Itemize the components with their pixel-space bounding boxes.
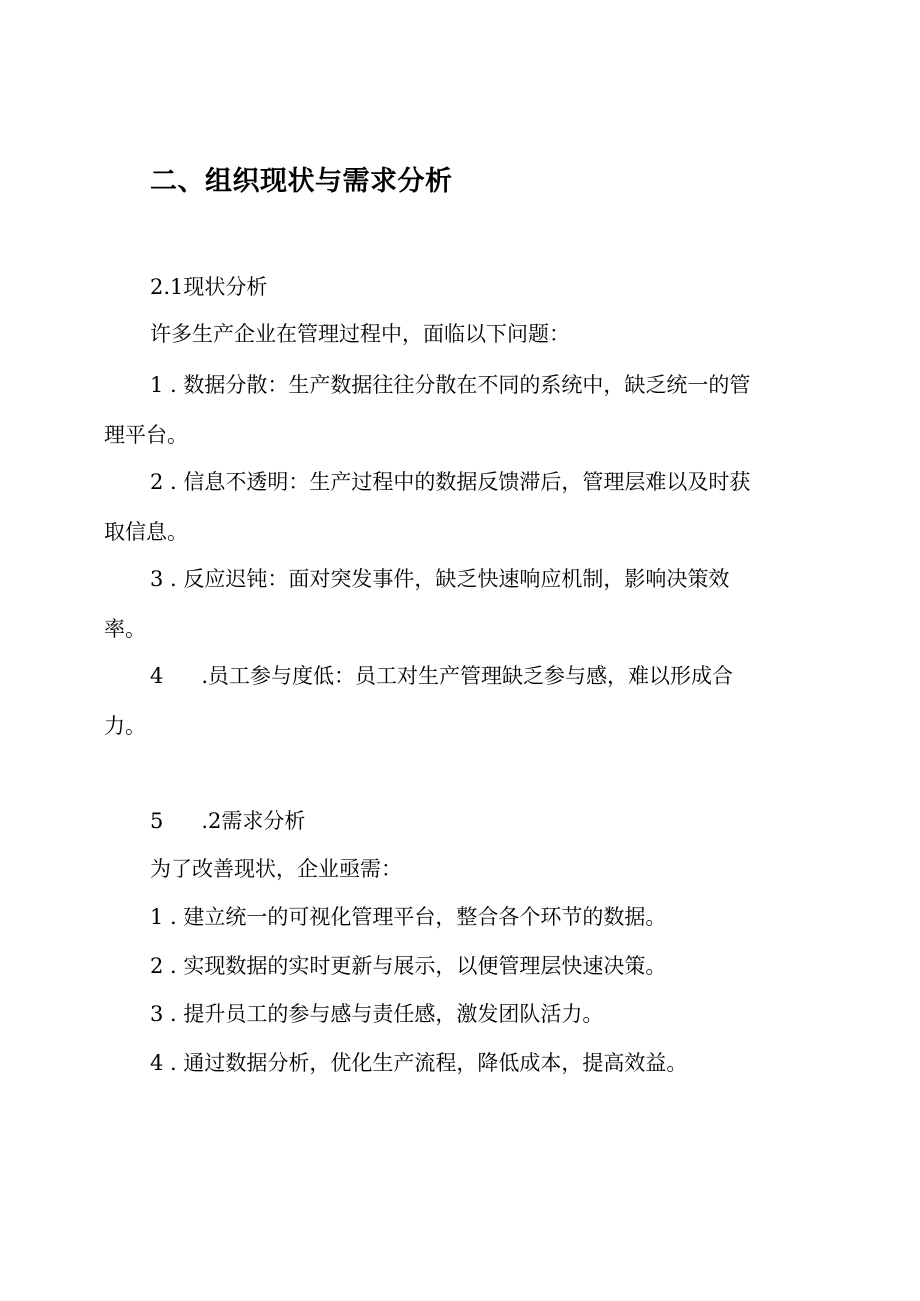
problem-item-4 — [150, 660, 733, 692]
problem-item-3-cont: 率。 — [104, 617, 146, 641]
problem-item-1: 1 . 数据分散：生产数据往往分散在不同的系统中，缺乏统一的管 — [150, 373, 751, 397]
problem-item-2-cont: 取信息。 — [104, 520, 188, 544]
subsection-number: 5 — [150, 809, 164, 833]
need-item-2: 2 . 实现数据的实时更新与展示，以便管理层快速决策。 — [150, 954, 667, 978]
need-item-3: 3 . 提升员工的参与感与责任感，激发团队活力。 — [150, 1002, 604, 1026]
subsection-number-suffix: .2 — [201, 809, 222, 833]
problem-item-1-cont: 理平台。 — [104, 423, 188, 447]
problem-item-4-number: 4 — [150, 664, 164, 688]
subsection-title-needs — [150, 805, 305, 837]
intro-paragraph-needs: 为了改善现状，企业亟需： — [150, 857, 402, 881]
section-title: 二、组织现状与需求分析 — [150, 166, 453, 197]
problem-item-2: 2 . 信息不透明：生产过程中的数据反馈滞后，管理层难以及时获 — [150, 470, 751, 494]
subsection-label: 现状分析 — [183, 275, 268, 299]
problem-item-4-text: .员工参与度低：员工对生产管理缺乏参与感，难以形成合 — [201, 664, 734, 688]
need-item-1: 1 . 建立统一的可视化管理平台，整合各个环节的数据。 — [150, 905, 667, 929]
subsection-number: 2.1 — [150, 275, 184, 299]
problem-item-4-cont: 力。 — [104, 714, 146, 738]
subsection-title-status — [150, 271, 267, 303]
intro-paragraph: 许多生产企业在管理过程中，面临以下问题： — [150, 322, 570, 346]
problem-item-3: 3 . 反应迟钝：面对突发事件，缺乏快速响应机制，影响决策效 — [150, 567, 730, 591]
need-item-4: 4 . 通过数据分析，优化生产流程，降低成本，提高效益。 — [150, 1051, 688, 1075]
subsection-label: 需求分析 — [221, 809, 306, 833]
